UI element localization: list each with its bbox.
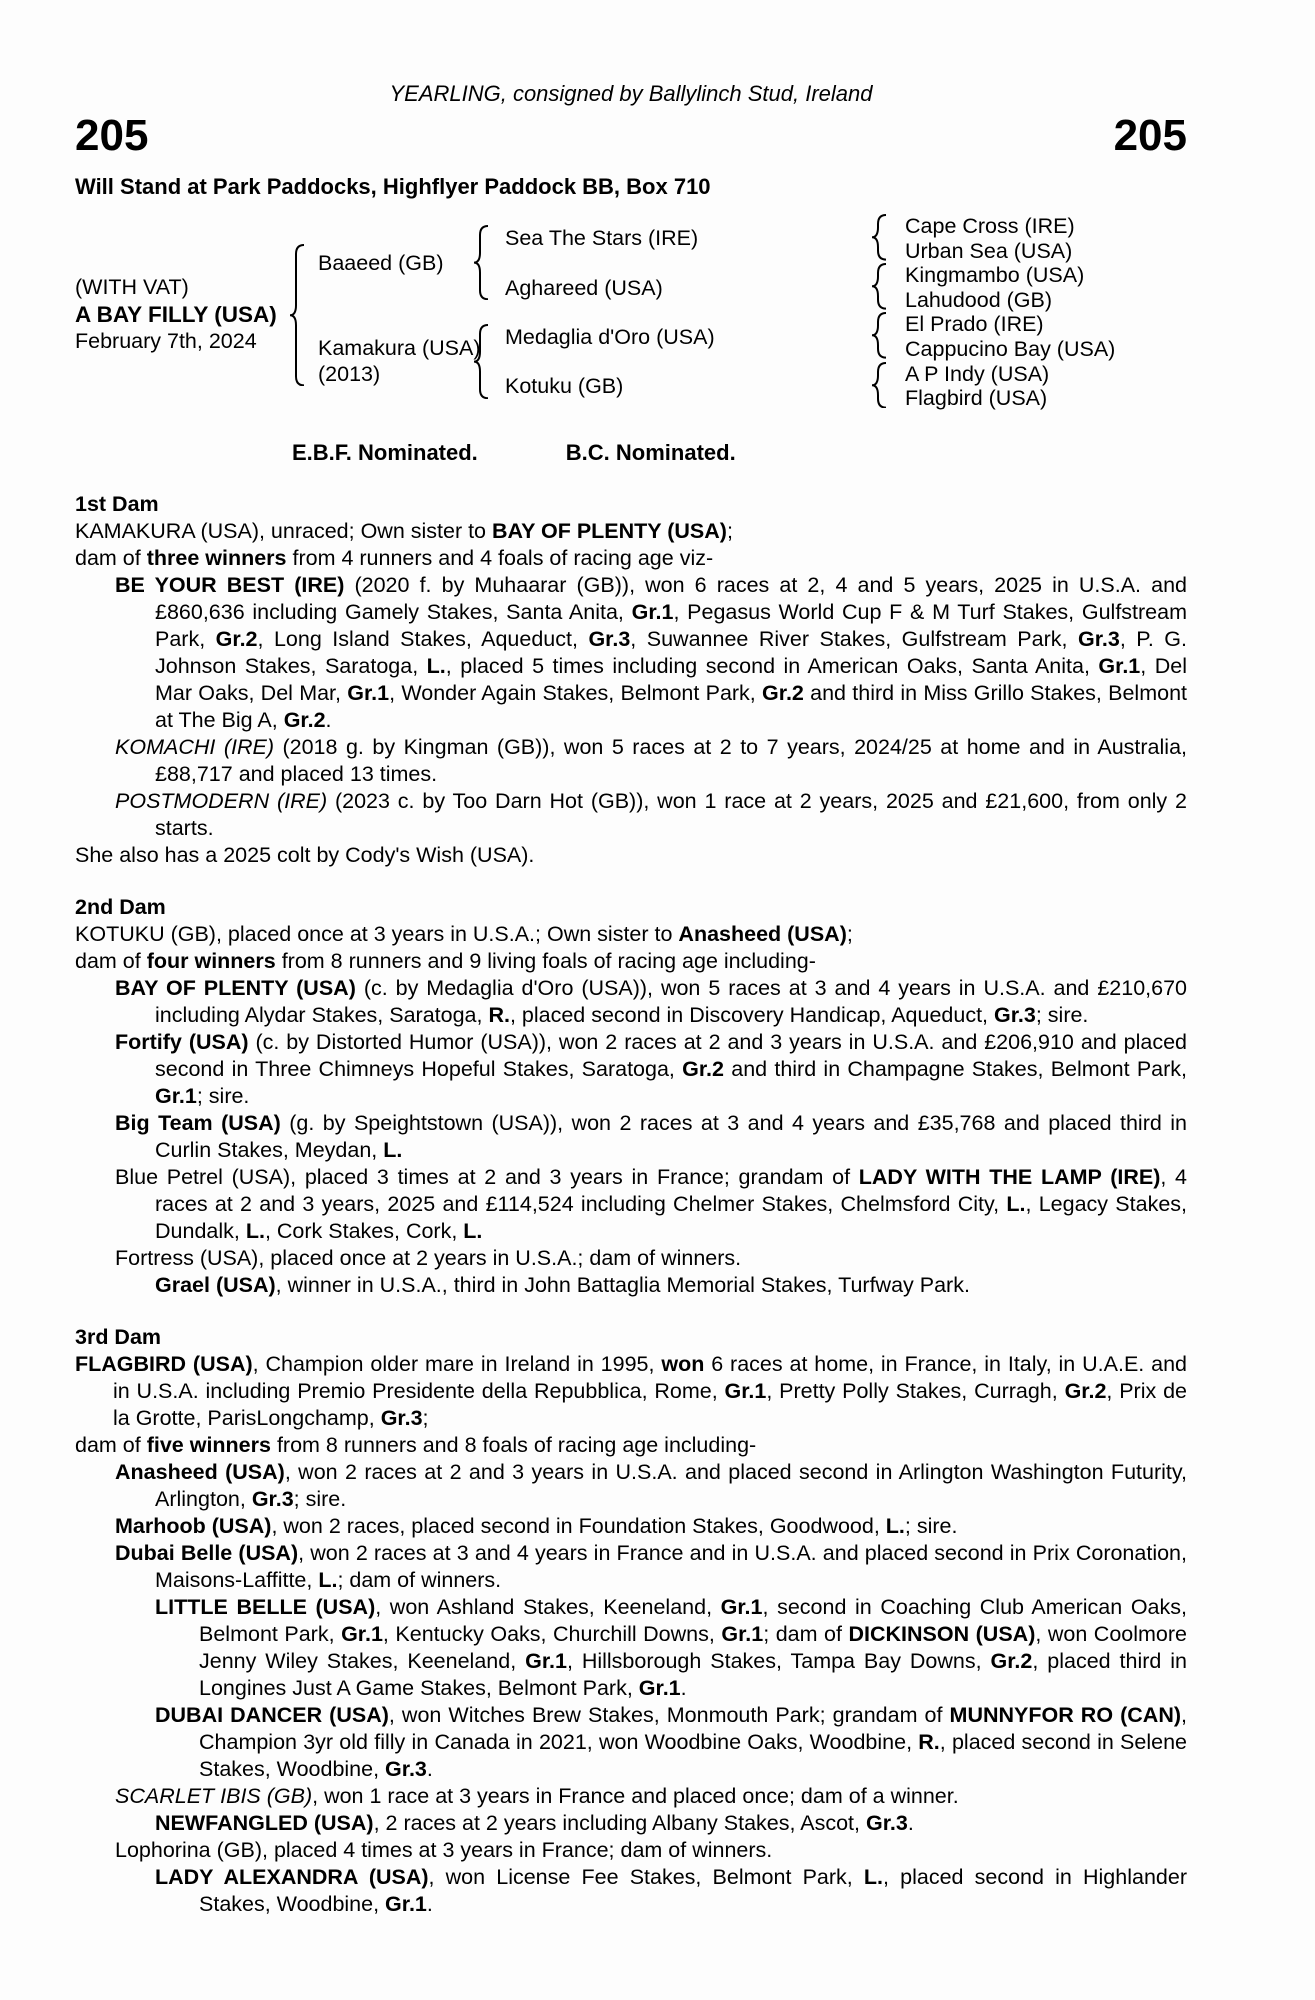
pedigree-horse-name: Aghareed (USA) <box>505 275 663 300</box>
brace-icon <box>473 225 489 300</box>
produce-paragraph: BAY OF PLENTY (USA) (c. by Medaglia d'Oro (USA)), won 5 races at 3 and 4 years in U.S.A. and £210,670 including Alydar Stakes, Saratoga, R., placed second in Discovery Handicap, Aqueduct, Gr.3; sire. <box>115 976 1188 1027</box>
brace-icon <box>871 263 887 310</box>
horse-info <box>75 274 277 355</box>
pedigree-horse-name: Flagbird (USA) <box>905 386 1048 411</box>
produce-paragraph: Fortress (USA), placed once at 2 years in U.S.A.; dam of winners. <box>115 1246 742 1270</box>
pedigree-horse-name: (2013) <box>318 362 381 387</box>
nominations-line <box>75 440 1187 466</box>
nomination-bc: B.C. Nominated. <box>565 440 736 465</box>
pedigree-horse-name: Sea The Stars (IRE) <box>505 226 699 251</box>
pedigree-horse-name: El Prado (IRE) <box>905 312 1044 337</box>
section-heading: 3rd Dam <box>75 1325 162 1349</box>
brace-icon <box>473 324 489 399</box>
produce-paragraph: dam of four winners from 8 runners and 9 living foals of racing age including- <box>75 949 816 973</box>
lot-number-left: 205 <box>75 111 149 160</box>
section-heading: 2nd Dam <box>75 895 166 919</box>
lot-row <box>75 111 1187 160</box>
pedigree-horse-name: A P Indy (USA) <box>905 361 1050 386</box>
produce-paragraph: Blue Petrel (USA), placed 3 times at 2 and 3 years in France; grandam of LADY WITH THE LAMP (IRE), 4 races at 2 and 3 years, 2025 and £114,524 including Chelmer Stakes, Chelmsford City, L., Legacy Stakes, Dundalk, L., Cork Stakes, Cork, L. <box>115 1165 1188 1243</box>
brace-icon <box>289 244 305 386</box>
produce-paragraph: LITTLE BELLE (USA), won Ashland Stakes, Keeneland, Gr.1, second in Coaching Club American Oaks, Belmont Park, Gr.1, Kentucky Oaks, Churchill Downs, Gr.1; dam of DICKINSON (USA), won Coolmore Jenny Wiley Stakes, Keeneland, Gr.1, Hillsborough Stakes, Tampa Bay Downs, Gr.2, placed third in Longines Just A Game Stakes, Belmont Park, Gr.1. <box>155 1595 1187 1700</box>
pedigree-horse-name: Baaeed (GB) <box>318 250 444 275</box>
pedigree-horse-name: Medaglia d'Oro (USA) <box>505 324 715 349</box>
pedigree-horse-name: Lahudood (GB) <box>905 287 1053 312</box>
pedigree-horse-name: Cappucino Bay (USA) <box>905 337 1116 361</box>
produce-paragraph: KAMAKURA (USA), unraced; Own sister to BAY OF PLENTY (USA); <box>75 519 733 543</box>
stand-location-line: Will Stand at Park Paddocks, Highflyer Paddock BB, Box 710 <box>75 174 711 199</box>
produce-paragraph: dam of five winners from 8 runners and 8 foals of racing age including- <box>75 1433 757 1457</box>
produce-paragraph: KOTUKU (GB), placed once at 3 years in U.S.A.; Own sister to Anasheed (USA); <box>75 922 853 946</box>
produce-paragraph: Grael (USA), winner in U.S.A., third in John Battaglia Memorial Stakes, Turfway Park. <box>155 1273 970 1297</box>
pedigree-horse-name: Kingmambo (USA) <box>905 263 1085 288</box>
produce-sections <box>75 491 1187 1918</box>
pedigree-horse-name: Cape Cross (IRE) <box>905 214 1075 238</box>
brace-icon <box>871 312 887 359</box>
pedigree-horse-name: Urban Sea (USA) <box>905 238 1073 263</box>
produce-paragraph: Big Team (USA) (g. by Speightstown (USA)), won 2 races at 3 and 4 years and £35,768 and placed third in Curlin Stakes, Meydan, L. <box>115 1111 1187 1162</box>
horse-name: A BAY FILLY (USA) <box>75 302 277 327</box>
foal-date: February 7th, 2024 <box>75 329 257 353</box>
section-heading: 1st Dam <box>75 492 159 516</box>
pedigree-horse-name: Kotuku (GB) <box>505 373 624 398</box>
brace-icon <box>871 214 887 261</box>
produce-paragraph: Dubai Belle (USA), won 2 races at 3 and 4 years in France and in U.S.A. and placed second in Prix Coronation, Maisons-Laffitte, L.; dam of winners. <box>115 1541 1187 1592</box>
produce-paragraph: Marhoob (USA), won 2 races, placed second in Foundation Stakes, Goodwood, L.; sire. <box>115 1514 958 1538</box>
produce-paragraph: Anasheed (USA), won 2 races at 2 and 3 years in U.S.A. and placed second in Arlington Washington Futurity, Arlington, Gr.3; sire. <box>115 1460 1187 1511</box>
produce-paragraph: BE YOUR BEST (IRE) (2020 f. by Muhaarar (GB)), won 6 races at 2, 4 and 5 years, 2025 in U.S.A. and £860,636 including Gamely Stakes, Santa Anita, Gr.1, Pegasus World Cup F & M Turf Stakes, Gulfstream Park, Gr.2, Long Island Stakes, Aqueduct, Gr.3, Suwannee River Stakes, Gulfstream Park, Gr.3, P. G. Johnson Stakes, Saratoga, L., placed 5 times including second in American Oaks, Santa Anita, Gr.1, Del Mar Oaks, Del Mar, Gr.1, Wonder Again Stakes, Belmont Park, Gr.2 and third in Miss Grillo Stakes, Belmont at The Big A, Gr.2. <box>115 573 1188 732</box>
vat-note: (WITH VAT) <box>75 275 189 299</box>
produce-paragraph: Fortify (USA) (c. by Distorted Humor (USA)), won 2 races at 2 and 3 years in U.S.A. and £206,910 and placed second in Three Chimneys Hopeful Stakes, Saratoga, Gr.2 and third in Champagne Stakes, Belmont Park, Gr.1; sire. <box>115 1030 1188 1108</box>
pedigree-tree <box>75 210 1187 410</box>
produce-paragraph: DUBAI DANCER (USA), won Witches Brew Stakes, Monmouth Park; grandam of MUNNYFOR RO (CAN), Champion 3yr old filly in Canada in 2021, won Woodbine Oaks, Woodbine, R., placed second in Selene Stakes, Woodbine, Gr.3. <box>155 1703 1188 1781</box>
page-column <box>75 0 1187 1918</box>
produce-paragraph: Lophorina (GB), placed 4 times at 3 years in France; dam of winners. <box>115 1838 773 1862</box>
pedigree-horse-name: Kamakura (USA) <box>318 336 481 361</box>
lot-number-right: 205 <box>1113 111 1187 160</box>
produce-paragraph: FLAGBIRD (USA), Champion older mare in Ireland in 1995, won 6 races at home, in France, in Italy, in U.A.E. and in U.S.A. including Premio Presidente della Repubblica, Rome, Gr.1, Pretty Polly Stakes, Curragh, Gr.2, Prix de la Grotte, ParisLongchamp, Gr.3; <box>75 1352 1187 1430</box>
produce-paragraph: POSTMODERN (IRE) (2023 c. by Too Darn Hot (GB)), won 1 race at 2 years, 2025 and £21,600, from only 2 starts. <box>115 789 1187 840</box>
produce-paragraph: She also has a 2025 colt by Cody's Wish (USA). <box>75 843 535 867</box>
nomination-ebf: E.B.F. Nominated. <box>292 440 478 465</box>
brace-icon <box>871 362 887 409</box>
consignor-line: YEARLING, consigned by Ballylinch Stud, Ireland <box>389 81 873 106</box>
produce-paragraph: LADY ALEXANDRA (USA), won License Fee Stakes, Belmont Park, L., placed second in Highlander Stakes, Woodbine, Gr.1. <box>155 1865 1187 1916</box>
produce-paragraph: SCARLET IBIS (GB), won 1 race at 3 years in France and placed once; dam of a winner. <box>115 1784 959 1808</box>
produce-paragraph: NEWFANGLED (USA), 2 races at 2 years including Albany Stakes, Ascot, Gr.3. <box>155 1811 914 1835</box>
produce-paragraph: KOMACHI (IRE) (2018 g. by Kingman (GB)), won 5 races at 2 to 7 years, 2024/25 at home and in Australia, £88,717 and placed 13 times. <box>115 735 1187 786</box>
produce-paragraph: dam of three winners from 4 runners and 4 foals of racing age viz- <box>75 546 714 570</box>
